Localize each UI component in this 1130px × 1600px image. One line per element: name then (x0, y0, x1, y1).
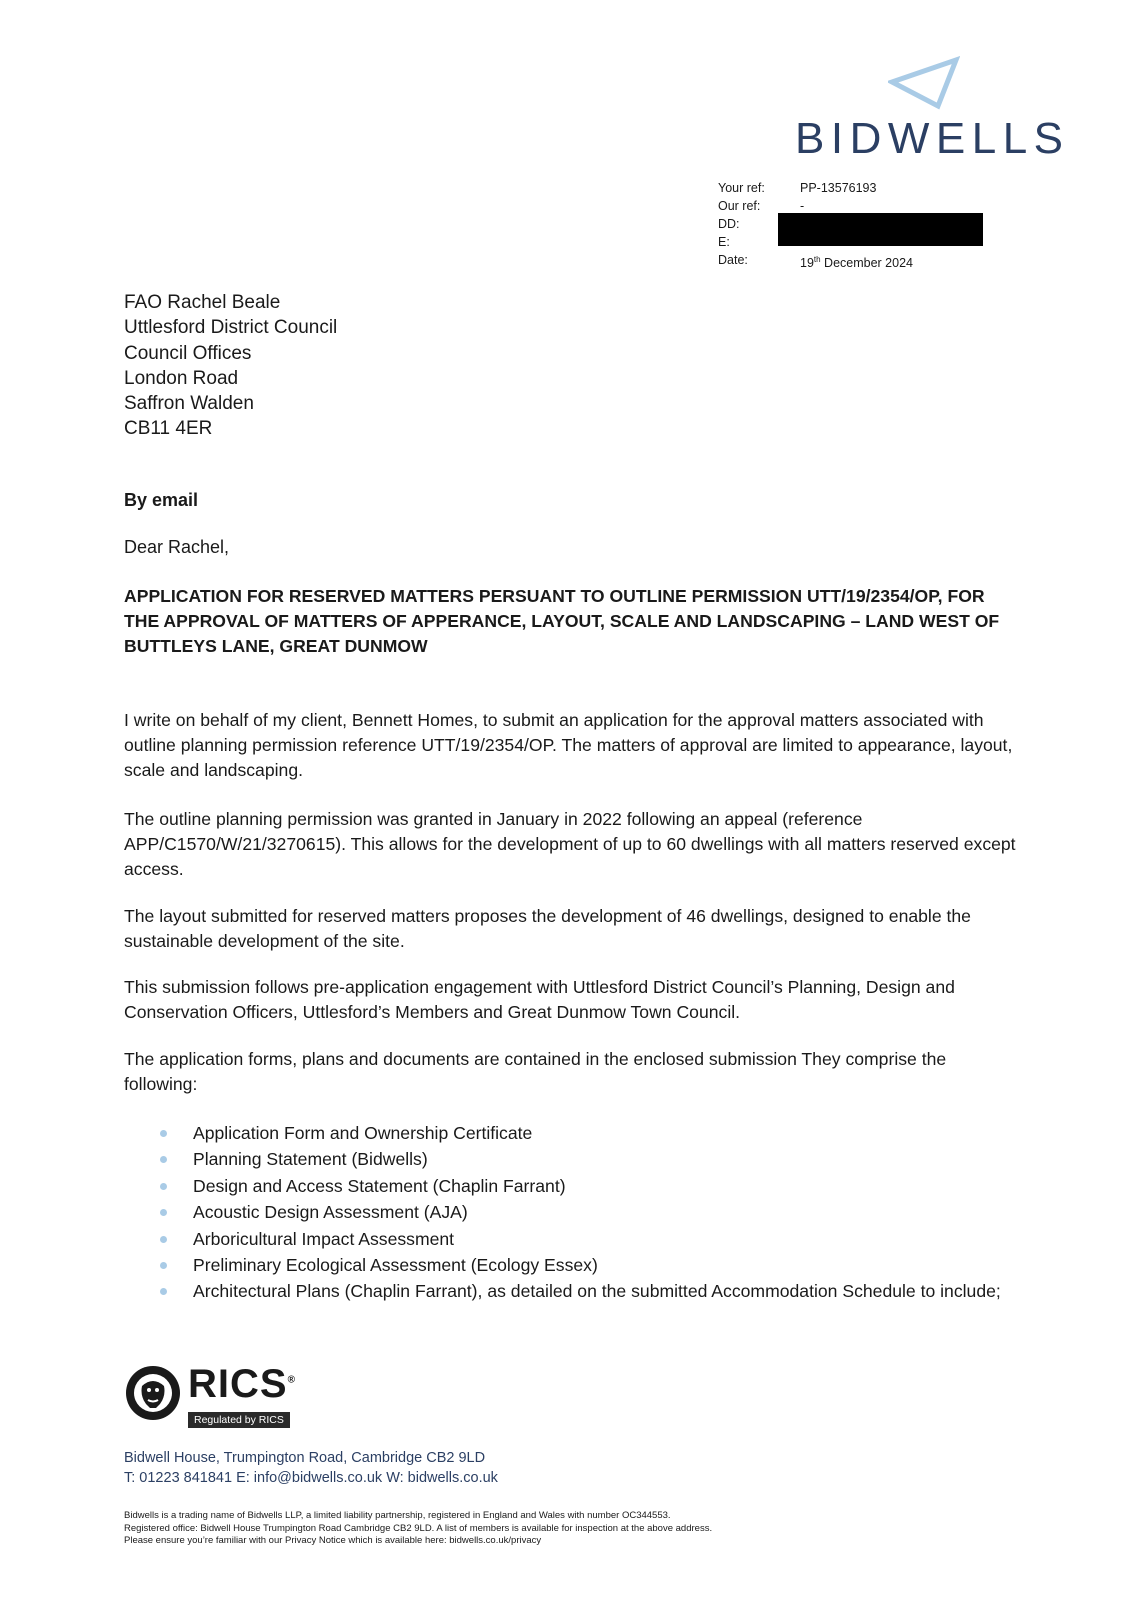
subject-heading: APPLICATION FOR RESERVED MATTERS PERSUANT TO OUTLINE PERMISSION UTT/19/2354/OP, FOR THE APPROVAL OF MATTERS OF APPERANCE, LAYOUT, SCALE AND LANDSCAPING – LAND WEST OF BUTTLEYS LANE, GREAT DUNMOW (124, 586, 1000, 656)
rics-wordmark (188, 1362, 296, 1407)
footer-address: Bidwell House, Trumpington Road, Cambridge CB2 9LD (124, 1450, 486, 1466)
list-item-text: Preliminary Ecological Assessment (Ecology Essex) (193, 1255, 598, 1276)
rics-name: RICS (188, 1362, 288, 1406)
address-line: FAO Rachel Beale (124, 292, 281, 313)
legal-line: Please ensure you’re familiar with our Privacy Notice which is available here: bidwells.co.uk/privacy (124, 1535, 542, 1546)
list-item-text: Arboricultural Impact Assessment (193, 1228, 455, 1249)
date-rest: December 2024 (820, 256, 913, 271)
rics-registered-mark: ® (287, 1374, 296, 1386)
legal-line: Registered office: Bidwell House Trumpington Road Cambridge CB2 9LD. A list of members is available for inspection at the above address. (124, 1522, 713, 1534)
body-paragraph: This submission follows pre-application engagement with Uttlesford District Council’s Planning, Design and Conservation Officers, Uttlesford’s Members and Great Dunmow Town Council. (124, 977, 955, 1022)
footer-contact-details: T: 01223 841841 E: info@bidwells.co.uk W: bidwells.co.uk (124, 1470, 498, 1486)
ref-row-date (718, 251, 913, 269)
address-line: Uttlesford District Council (124, 317, 338, 339)
body-paragraph: The layout submitted for reserved matters proposes the development of 46 dwellings, designed to enable the sustainable development of the site. (124, 906, 971, 951)
list-item-text: Acoustic Design Assessment (AJA) (193, 1202, 468, 1223)
salutation: Dear Rachel, (124, 537, 230, 557)
list-item (124, 1120, 1024, 1146)
body-paragraph: The outline planning permission was granted in January in 2022 following an appeal (reference APP/C1570/W/21/3270615). This allows for the development of up to 60 dwellings with all matters reserved except access. (124, 809, 1016, 879)
list-item-text: Architectural Plans (Chaplin Farrant), as detailed on the submitted Accommodation Schedule to include; (193, 1281, 1001, 1302)
list-item (124, 1146, 1024, 1172)
list-item (124, 1226, 1024, 1252)
bullet-icon (160, 1156, 167, 1163)
bullet-icon (160, 1183, 167, 1190)
date-day: 19 (800, 256, 814, 271)
bullet-icon (160, 1262, 167, 1269)
list-item-text: Design and Access Statement (Chaplin Farrant) (193, 1175, 566, 1196)
footer-legal (124, 1510, 712, 1548)
list-item (124, 1173, 1024, 1199)
body-paragraph: I write on behalf of my client, Bennett Homes, to submit an application for the approval matters associated with outline planning permission reference UTT/19/2354/OP. The matters of approval are limited to appearance, layout, scale and landscaping. (124, 710, 1013, 780)
bullet-icon (160, 1209, 167, 1216)
address-line: CB11 4ER (124, 418, 213, 440)
ref-label: Date: (718, 253, 748, 267)
rics-lion-icon (124, 1364, 182, 1422)
address-line: Saffron Walden (124, 393, 254, 415)
ref-row-your-ref (718, 179, 913, 197)
body-paragraph: The application forms, plans and documents are contained in the enclosed submission They comprise the following: (124, 1049, 947, 1094)
list-item (124, 1252, 1024, 1278)
list-item-text: Planning Statement (Bidwells) (193, 1149, 428, 1170)
bidwells-logo-triangle-icon (888, 56, 960, 110)
ref-label: Our ref: (718, 199, 761, 213)
ref-label: Your ref: (718, 181, 765, 195)
list-item-text: Application Form and Ownership Certificate (193, 1123, 533, 1143)
bullet-icon (160, 1236, 167, 1243)
footer-contact (124, 1448, 498, 1488)
ref-label: DD: (718, 217, 740, 231)
document-list (124, 1120, 1024, 1305)
rics-regulated-tag: Regulated by RICS (188, 1412, 290, 1428)
bidwells-logo-wordmark: BIDWELLS (795, 114, 1070, 163)
address-line: Council Offices (124, 342, 252, 364)
date-value (800, 251, 913, 269)
ref-value: - (800, 199, 805, 213)
redaction-bar (778, 213, 983, 246)
bullet-icon (160, 1130, 167, 1137)
recipient-address (124, 290, 337, 442)
delivery-method: By email (124, 490, 199, 510)
address-line: London Road (124, 367, 239, 389)
ref-label: E: (718, 235, 730, 249)
date-suffix: th (813, 255, 821, 264)
list-item (124, 1278, 1024, 1304)
legal-line: Bidwells is a trading name of Bidwells LLP, a limited liability partnership, registered in England and Wales with number OC344553. (124, 1510, 671, 1521)
list-item (124, 1199, 1024, 1225)
ref-value: PP-13576193 (800, 181, 877, 195)
bullet-icon (160, 1288, 167, 1295)
